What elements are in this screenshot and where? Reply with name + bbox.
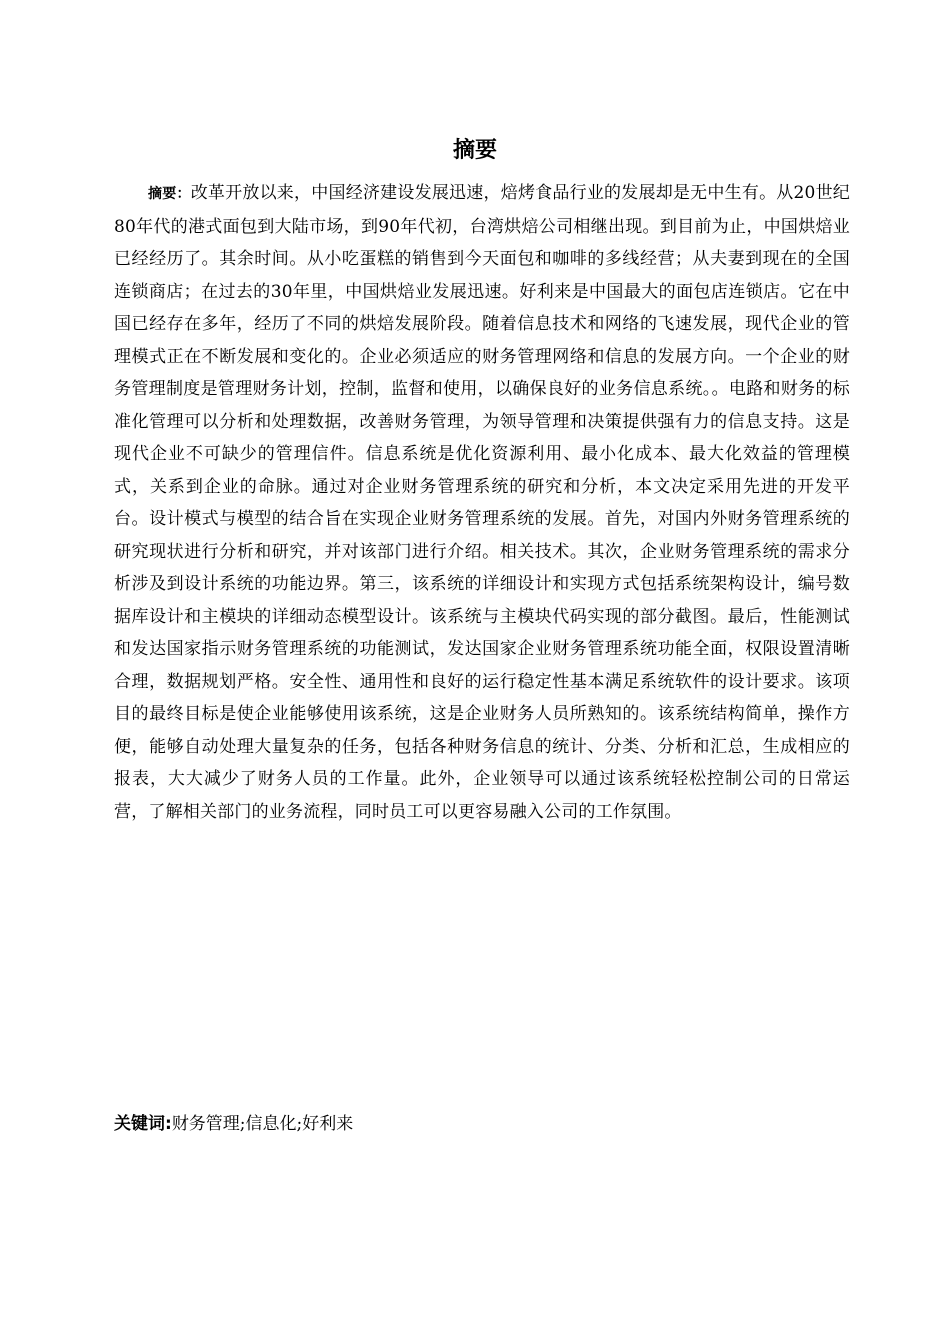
keywords-label-text: 关键词	[114, 1114, 165, 1134]
abstract-label-colon: ：	[176, 186, 191, 202]
abstract-label-text: 摘要	[148, 186, 177, 202]
abstract-label	[148, 186, 191, 202]
keywords-label	[114, 1114, 172, 1134]
page-title: 摘要	[452, 138, 497, 163]
abstract-paragraph	[114, 177, 850, 828]
abstract-body: 改革开放以来，中国经济建设发展迅速，焙烤食品行业的发展却是无中生有。从20世纪80年代的港式面包到大陆市场，到90年代初，台湾烘焙公司相继出现。到目前为止，中国烘焙业已经经历了。其余时间。从小吃蛋糕的销售到今天面包和咖啡的多线经营；从夫妻到现在的全国连锁商店；在过去的30年里，中国烘焙业发展迅速。好利来是中国最大的面包店连锁店。它在中国已经存在多年，经历了不同的烘焙发展阶段。随着信息技术和网络的飞速发展，现代企业的管理模式正在不断发展和变化的。企业必须适应的财务管理网络和信息的发展方向。一个企业的财务管理制度是管理财务计划，控制，监督和使用，以确保良好的业务信息系统。。电路和财务的标准化管理可以分析和处理数据，改善财务管理，为领导管理和决策提供强有力的信息支持。这是现代企业不可缺少的管理信件。信息系统是优化资源利用、最小化成本、最大化效益的管理模式，关系到企业的命脉。通过对企业财务管理系统的研究和分析，本文决定采用先进的开发平台。设计模式与模型的结合旨在实现企业财务管理系统的发展。首先，对国内外财务管理系统的研究现状进行分析和研究，并对该部门进行介绍。相关技术。其次，企业财务管理系统的需求分析涉及到设计系统的功能边界。第三，该系统的详细设计和实现方式包括系统架构设计，编号数据库设计和主模块的详细动态模型设计。该系统与主模块代码实现的部分截图。最后，性能测试和发达国家指示财务管理系统的功能测试，发达国家企业财务管理系统功能全面，权限设置清晰合理，数据规划严格。安全性、通用性和良好的运行稳定性基本满足系统软件的设计要求。该项目的最终目标是使企业能够使用该系统，这是企业财务人员所熟知的。该系统结构简单，操作方便，能够自动处理大量复杂的任务，包括各种财务信息的统计、分类、分析和汇总，生成相应的报表，大大减少了财务人员的工作量。此外，企业领导可以通过该系统轻松控制公司的日常运营，了解相关部门的业务流程，同时员工可以更容易融入公司的工作氛围。	[114, 183, 850, 822]
keywords-value: 财务管理;信息化;好利来	[171, 1114, 354, 1134]
keywords-line	[114, 1110, 850, 1138]
keywords-label-colon: :	[165, 1114, 172, 1134]
